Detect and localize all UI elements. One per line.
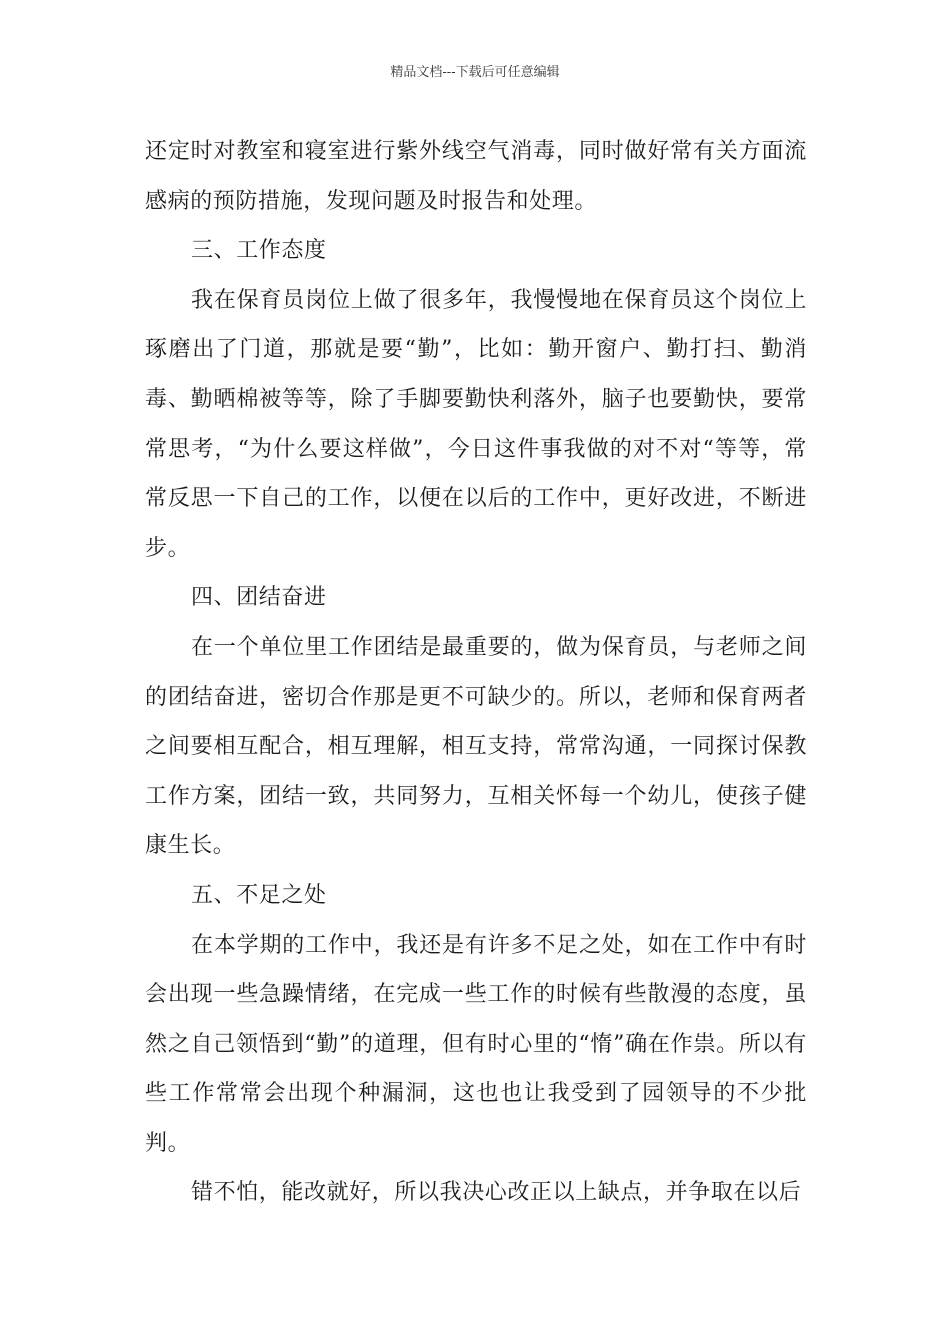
paragraph-resolution: 错不怕，能改就好，所以我决心改正以上缺点，并争取在以后 (191, 1180, 802, 1206)
paragraph-continued: 还定时对教室和寝室进行紫外线空气消毒，同时做好常有关方面流感病的预防措施，发现问题及时报告和处理。 (145, 139, 807, 214)
document-body (145, 127, 807, 1218)
section-heading-unity: 四、团结奋进 (191, 585, 327, 611)
paragraph-shortcomings: 在本学期的工作中，我还是有许多不足之处，如在工作中有时会出现一些急躁情绪，在完成一些工作的时候有些散漫的态度，虽然之自己领悟到“勤”的道理，但有时心里的“惰”确在作祟。所以有些工作常常会出现个种漏洞，这也也让我受到了园领导的不少批判。 (145, 932, 807, 1156)
paragraph-unity: 在一个单位里工作团结是最重要的，做为保育员，与老师之间的团结奋进，密切合作那是更不可缺少的。所以，老师和保育两者之间要相互配合，相互理解，相互支持，常常沟通，一同探讨保教工作方案，团结一致，共同努力，互相关怀每一个幼儿，使孩子健康生长。 (145, 634, 807, 859)
section-heading-work-attitude: 三、工作态度 (191, 238, 327, 264)
section-heading-shortcomings: 五、不足之处 (191, 882, 327, 908)
page-header: 精品文档---下载后可任意编辑 (390, 65, 560, 80)
paragraph-work-attitude: 我在保育员岗位上做了很多年，我慢慢地在保育员这个岗位上琢磨出了门道，那就是要“勤”，比如：勤开窗户、勤打扫、勤消毒、勤晒棉被等等，除了手脚要勤快利落外，脑子也要勤快，要常常思考，“为什么要这样做”，今日这件事我做的对不对“等等，常常反思一下自己的工作，以便在以后的工作中，更好改进，不断进步。 (145, 287, 807, 561)
